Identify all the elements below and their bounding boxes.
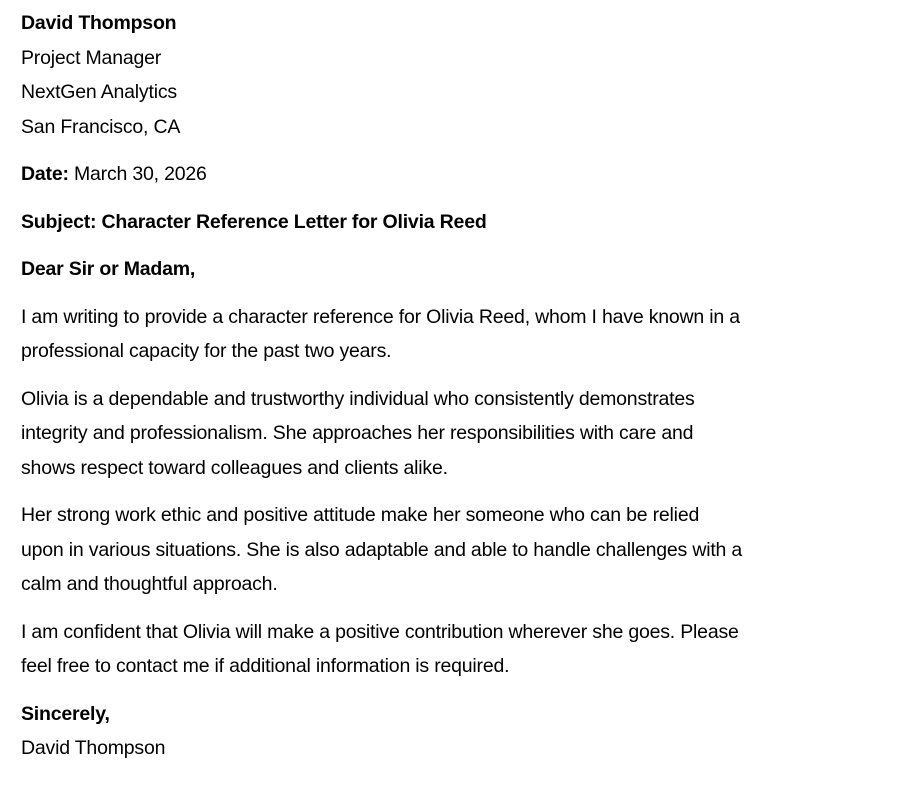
paragraph-line: I am confident that Olivia will make a positive contribution wherever she goes. Please xyxy=(21,620,739,643)
paragraph-line: professional capacity for the past two years. xyxy=(21,340,392,362)
paragraph-line: feel free to contact me if additional information is required. xyxy=(21,655,510,677)
paragraph-line: Her strong work ethic and positive attitude make her someone who can be relied xyxy=(21,504,700,526)
subject-line xyxy=(21,205,881,240)
subject-value: Character Reference Letter for Olivia Reed xyxy=(101,210,487,233)
closing-block xyxy=(21,697,881,766)
paragraph-line: integrity and professionalism. She approaches her responsibilities with care and xyxy=(21,422,694,444)
body-paragraph-3 xyxy=(21,498,881,602)
salutation: Dear Sir or Madam, xyxy=(21,258,196,280)
sender-company: NextGen Analytics xyxy=(21,81,177,103)
sender-title: Project Manager xyxy=(21,46,162,69)
date-value: March 30, 2026 xyxy=(73,163,207,185)
sender-block xyxy=(21,0,881,144)
body-paragraph-4 xyxy=(21,615,881,684)
date-label: Date: xyxy=(21,163,69,185)
paragraph-line: shows respect toward colleagues and clients alike. xyxy=(21,456,448,479)
paragraph-line: upon in various situations. She is also adaptable and able to handle challenges with a xyxy=(21,538,743,561)
date-line xyxy=(21,157,881,192)
subject-label: Subject: xyxy=(21,210,97,233)
valediction: Sincerely, xyxy=(21,702,110,725)
body-paragraph-1 xyxy=(21,300,881,369)
paragraph-line: calm and thoughtful approach. xyxy=(21,573,278,595)
paragraph-line: I am writing to provide a character reference for Olivia Reed, whom I have known in a xyxy=(21,305,740,328)
sender-location: San Francisco, CA xyxy=(21,115,181,138)
signature-name: David Thompson xyxy=(21,737,166,759)
paragraph-line: Olivia is a dependable and trustworthy individual who consistently demonstrates xyxy=(21,387,695,410)
body-paragraph-2 xyxy=(21,382,881,486)
sender-name: David Thompson xyxy=(21,12,177,34)
